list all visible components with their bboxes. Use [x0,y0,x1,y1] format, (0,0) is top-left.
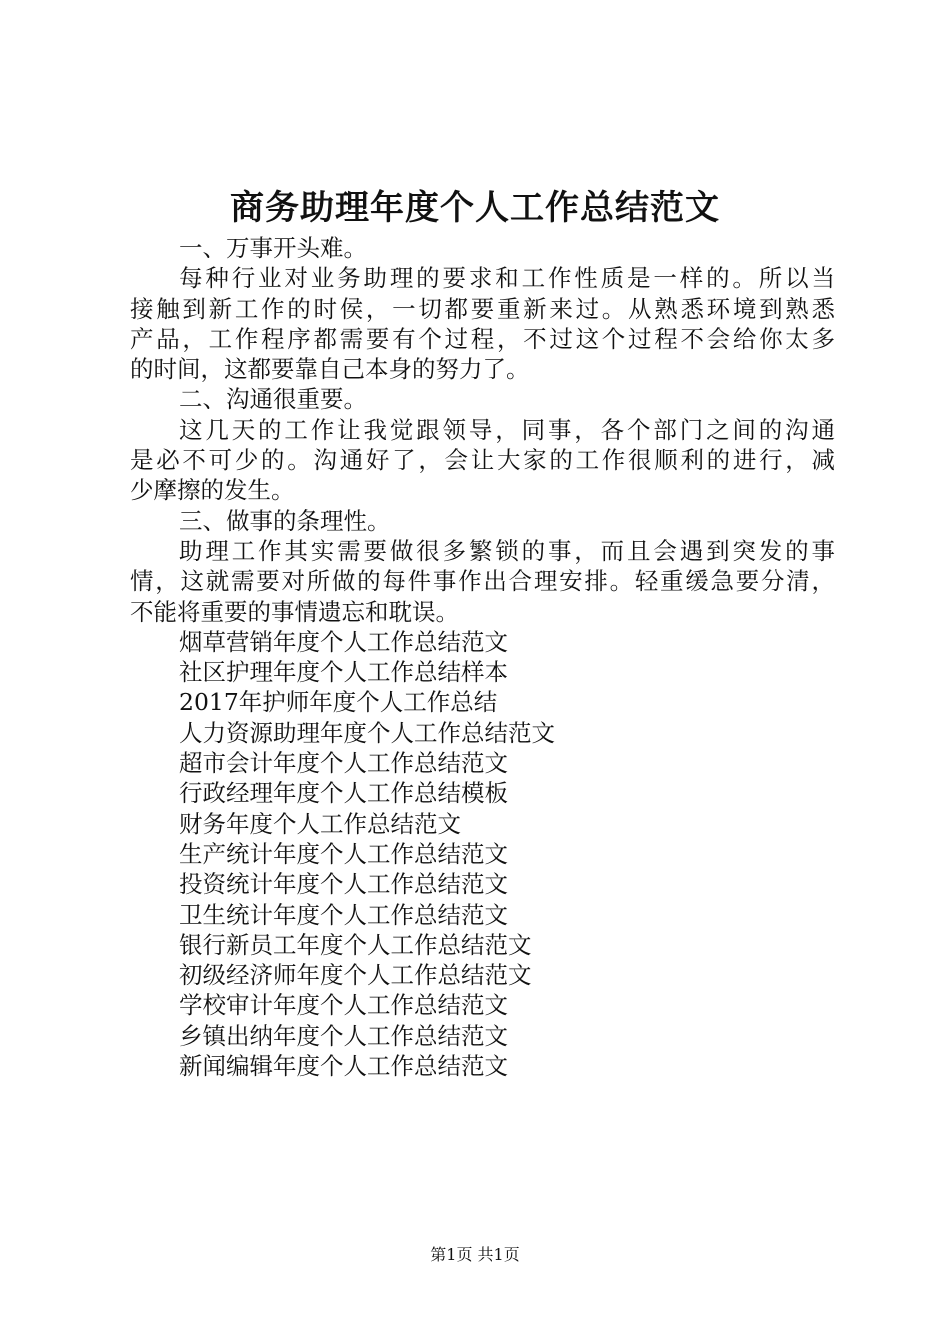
related-title: 投资统计年度个人工作总结范文 [179,870,508,899]
paragraph-line: 每种行业对业务助理的要求和工作性质是一样的。所以当 [179,264,835,293]
paragraph-line: 情，这就需要对所做的每件事作出合理安排。轻重缓急要分清， [130,567,835,596]
paragraph-line: 的时间，这都要靠自己本身的努力了。 [130,355,530,384]
section-heading: 二、沟通很重要。 [179,385,367,414]
section-heading: 三、做事的条理性。 [179,506,391,535]
related-title: 学校审计年度个人工作总结范文 [179,991,508,1020]
related-title: 银行新员工年度个人工作总结范文 [179,930,532,959]
related-title: 行政经理年度个人工作总结模板 [179,779,508,808]
related-title: 初级经济师年度个人工作总结范文 [179,961,532,990]
section-heading: 一、万事开头难。 [179,234,367,262]
related-title: 超市会计年度个人工作总结范文 [179,749,508,778]
page-footer: 第1页 共1页 [430,1245,520,1264]
document-title: 商务助理年度个人工作总结范文 [230,188,720,228]
related-title: 新闻编辑年度个人工作总结范文 [179,1052,508,1081]
related-title: 烟草营销年度个人工作总结范文 [179,627,508,656]
paragraph-line: 少摩擦的发生。 [130,476,295,505]
paragraph-line: 不能将重要的事情遗忘和耽误。 [130,597,459,626]
related-title: 2017年护师年度个人工作总结 [179,688,498,717]
related-title: 财务年度个人工作总结范文 [179,809,461,838]
related-title: 社区护理年度个人工作总结样本 [179,658,508,687]
related-title: 乡镇出纳年度个人工作总结范文 [179,1021,508,1050]
paragraph-line: 是必不可少的。沟通好了，会让大家的工作很顺利的进行，减 [130,446,835,475]
related-title: 卫生统计年度个人工作总结范文 [179,900,508,929]
paragraph-line: 接触到新工作的时侯，一切都要重新来过。从熟悉环境到熟悉 [130,294,835,323]
paragraph-line: 这几天的工作让我觉跟领导，同事，各个部门之间的沟通 [179,415,835,444]
related-title: 生产统计年度个人工作总结范文 [179,839,508,868]
paragraph-line: 产品，工作程序都需要有个过程，不过这个过程不会给你太多 [130,324,835,353]
document-body [130,233,835,1081]
paragraph-line: 助理工作其实需要做很多繁锁的事，而且会遇到突发的事 [179,536,835,565]
related-title: 人力资源助理年度个人工作总结范文 [179,718,555,747]
